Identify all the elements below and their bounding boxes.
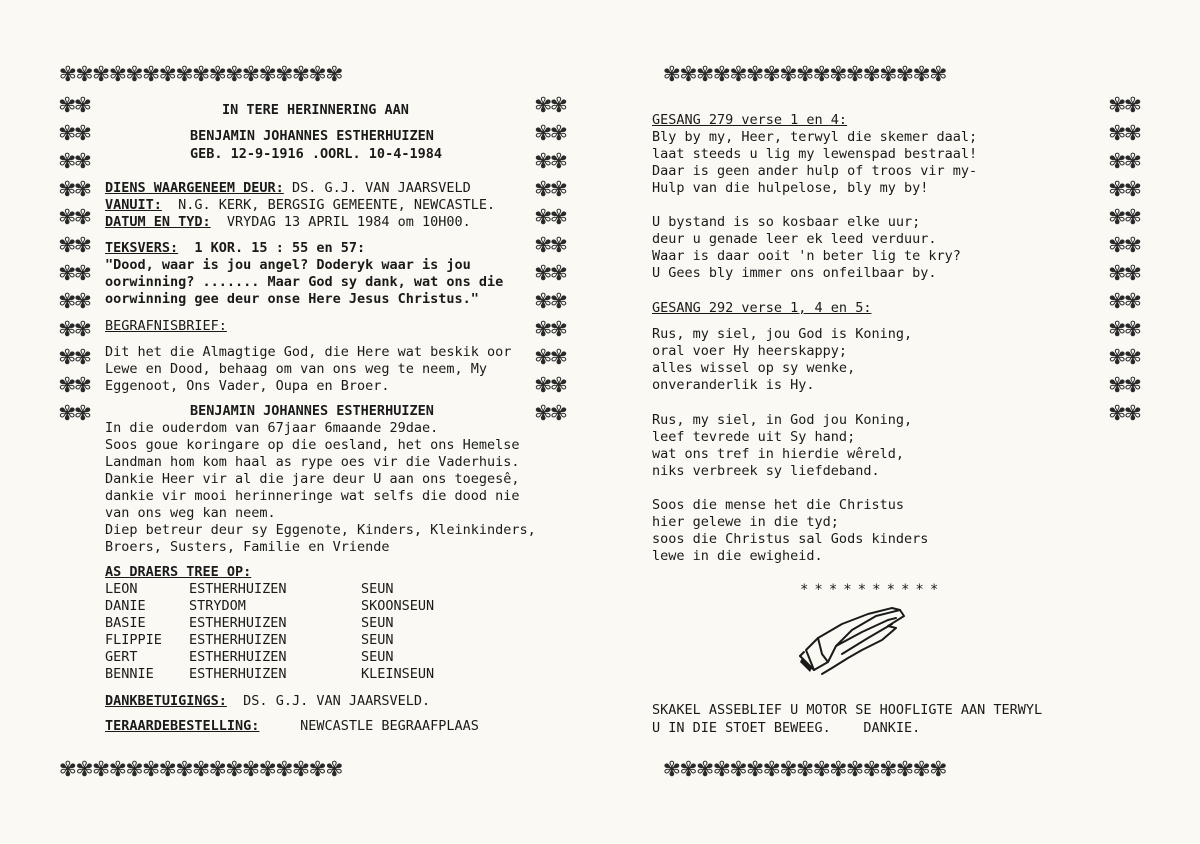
hymn-line: U bystand is so kosbaar elke uur;	[652, 214, 921, 230]
floral-border-icon: ✾✾✾✾✾✾✾✾✾✾✾✾✾✾✾✾✾✾✾✾✾✾✾✾	[59, 90, 91, 427]
begrafnisbrief-heading: BEGRAFNISBRIEF:	[105, 318, 227, 334]
closing-note-line: SKAKEL ASSEBLIEF U MOTOR SE HOOFLIGTE AAN TERWYL	[652, 702, 1043, 718]
teksvers-line: "Dood, waar is jou angel? Doderyk waar is jou	[105, 257, 471, 273]
praying-hands-icon	[792, 598, 912, 678]
begrafnisbrief-line: Lewe en Dood, behaag om van ons weg te neem, My	[105, 361, 488, 377]
deceased-name: BENJAMIN JOHANNES ESTHERHUIZEN	[190, 128, 434, 144]
hymn-line: lewe in die ewigheid.	[652, 548, 823, 564]
service-venue: VANUIT: N.G. KERK, BERGSIG GEMEENTE, NEWCASTLE.	[105, 197, 496, 213]
dankbetuigings: DANKBETUIGINGS: DS. G.J. VAN JAARSVELD.	[105, 693, 431, 709]
floral-border-icon: ✾✾✾✾✾✾✾✾✾✾✾✾✾✾✾✾✾✾✾✾✾✾✾✾	[535, 90, 567, 427]
begrafnisbrief-line: Eggenoot, Ons Vader, Oupa en Broer.	[105, 378, 390, 394]
deceased-dates: GEB. 12-9-1916 .OORL. 10-4-1984	[190, 146, 442, 162]
deceased-name-repeat: BENJAMIN JOHANNES ESTHERHUIZEN	[190, 403, 434, 419]
hymn-line: soos die Christus sal Gods kinders	[652, 531, 929, 547]
obituary-line: Dankie Heer vir al die jare deur U aan ons toegesê,	[105, 471, 520, 487]
gesang-292-title: GESANG 292 verse 1, 4 en 5:	[652, 300, 872, 316]
begrafnisbrief-line: Dit het die Almagtige God, die Here wat beskik oor	[105, 344, 512, 360]
teksvers-line: oorwinning gee deur onse Here Jesus Christus."	[105, 291, 479, 307]
teksvers-line: oorwinning? ....... Maar God sy dank, wat ons die	[105, 274, 504, 290]
hymn-line: deur u genade leer ek leed verduur.	[652, 231, 937, 247]
hymn-line: Waar is daar ooit 'n beter lig te kry?	[652, 248, 961, 264]
obituary-line: Landman hom kom haal as rype oes vir die Vaderhuis.	[105, 454, 520, 470]
hymn-line: Bly by my, Heer, terwyl die skemer daal;	[652, 129, 978, 145]
obituary-line: Broers, Susters, Familie en Vriende	[105, 539, 390, 555]
hymn-line: Rus, my siel, jou God is Koning,	[652, 326, 913, 342]
table-row: GERT ESTHERHUIZEN SEUN	[105, 649, 394, 665]
hymn-line: leef tevrede uit Sy hand;	[652, 429, 856, 445]
hymn-line: U Gees bly immer ons onfeilbaar by.	[652, 265, 937, 281]
table-row: BENNIE ESTHERHUIZEN KLEINSEUN	[105, 666, 435, 682]
floral-border-icon: ✾✾✾✾✾✾✾✾✾✾✾✾✾✾✾✾✾✾✾✾✾✾✾✾	[1109, 90, 1141, 427]
hymn-line: wat ons tref in hierdie wêreld,	[652, 446, 904, 462]
floral-border-icon: ✾✾✾✾✾✾✾✾✾✾✾✾✾✾✾✾✾	[664, 60, 948, 88]
star-divider: **********	[800, 582, 945, 598]
hymn-line: hier gelewe in die tyd;	[652, 514, 839, 530]
obituary-line: In die ouderdom van 67jaar 6maande 29dae.	[105, 420, 439, 436]
service-datetime: DATUM EN TYD: VRYDAG 13 APRIL 1984 om 10H00.	[105, 214, 471, 230]
obituary-line: van ons weg kan neem.	[105, 505, 276, 521]
gesang-279-title: GESANG 279 verse 1 en 4:	[652, 112, 848, 128]
closing-note-line: U IN DIE STOET BEWEEG. DANKIE.	[652, 720, 921, 736]
service-officiant: DIENS WAARGENEEM DEUR: DS. G.J. VAN JAARSVELD	[105, 180, 471, 196]
draers-heading: AS DRAERS TREE OP:	[105, 564, 252, 580]
table-row: BASIE ESTHERHUIZEN SEUN	[105, 615, 394, 631]
hymn-line: oral voer Hy heerskappy;	[652, 343, 848, 359]
obituary-line: dankie vir mooi herinneringe wat selfs die dood nie	[105, 488, 520, 504]
hymn-line: Daar is geen ander hulp of troos vir my-	[652, 163, 978, 179]
memorial-heading: IN TERE HERINNERING AAN	[222, 102, 409, 118]
teraardebestelling: TERAARDEBESTELLING: NEWCASTLE BEGRAAFPLAAS	[105, 718, 479, 734]
hymn-line: Soos die mense het die Christus	[652, 497, 904, 513]
floral-border-icon: ✾✾✾✾✾✾✾✾✾✾✾✾✾✾✾✾✾	[664, 755, 948, 783]
hymn-line: onveranderlik is Hy.	[652, 377, 815, 393]
hymn-line: Rus, my siel, in God jou Koning,	[652, 412, 913, 428]
obituary-line: Soos goue koringare op die oesland, het ons Hemelse	[105, 437, 520, 453]
floral-border-icon: ✾✾✾✾✾✾✾✾✾✾✾✾✾✾✾✾✾	[60, 755, 344, 783]
teksvers-heading: TEKSVERS: 1 KOR. 15 : 55 en 57:	[105, 240, 366, 256]
hymn-line: Hulp van die hulpelose, bly my by!	[652, 180, 929, 196]
obituary-line: Diep betreur deur sy Eggenote, Kinders, Kleinkinders,	[105, 522, 536, 538]
floral-border-icon: ✾✾✾✾✾✾✾✾✾✾✾✾✾✾✾✾✾	[60, 60, 344, 88]
table-row: DANIE STRYDOM SKOONSEUN	[105, 598, 435, 614]
table-row: LEON ESTHERHUIZEN SEUN	[105, 581, 394, 597]
hymn-line: niks verbreek sy liefdeband.	[652, 463, 880, 479]
hymn-line: laat steeds u lig my lewenspad bestraal!	[652, 146, 978, 162]
pallbearers-table	[105, 581, 481, 683]
table-row: FLIPPIE ESTHERHUIZEN SEUN	[105, 632, 394, 648]
hymn-line: alles wissel op sy wenke,	[652, 360, 856, 376]
